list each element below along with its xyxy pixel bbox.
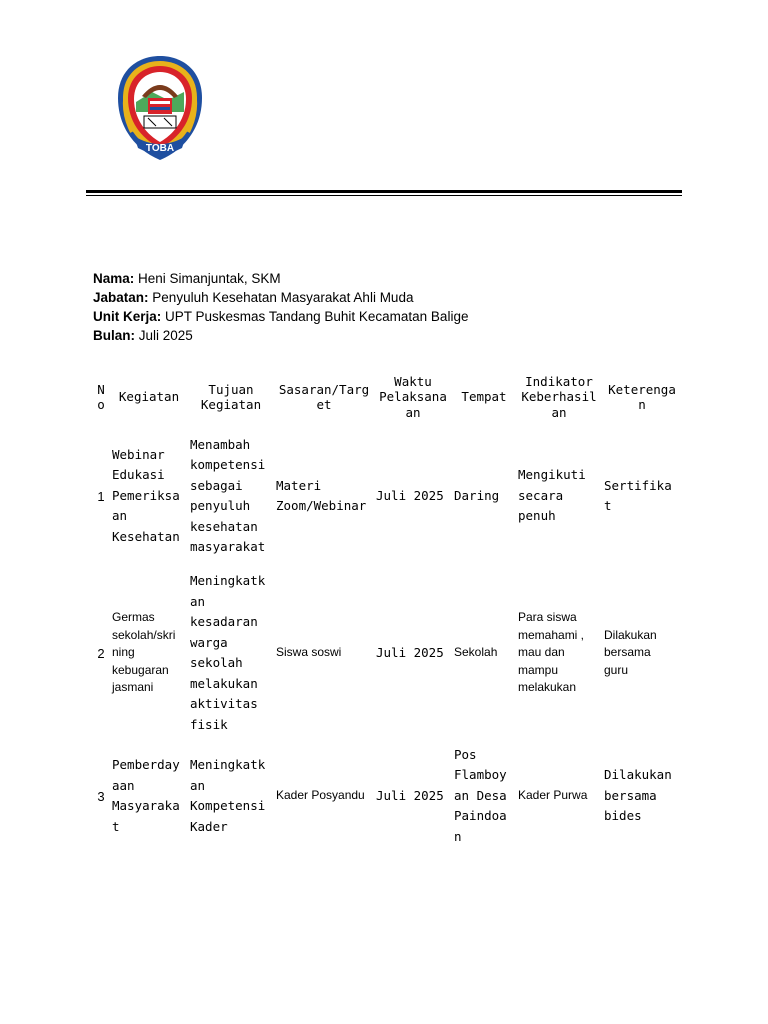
row-sasaran: Kader Posyandu: [276, 788, 365, 803]
header-rule-thick: [86, 190, 682, 193]
header-kegiatan: Kegiatan: [118, 389, 180, 405]
toba-logo: [112, 52, 208, 164]
svg-text:TOBA: TOBA: [145, 143, 175, 154]
header-keterangan: Keterenga n: [608, 381, 676, 412]
header-rule-thin: [86, 195, 682, 196]
row-indikator: Kader Purwa: [518, 788, 588, 803]
row-no: 2: [97, 645, 105, 661]
row-tempat: Pos Flamboy an Desa Paindoa n: [454, 746, 507, 844]
table-row: [92, 742, 682, 850]
row-no: 3: [97, 788, 105, 804]
employee-info: [93, 269, 468, 345]
toba-emblem-icon: [112, 52, 208, 164]
row-kegiatan: Germas sekolah/skri ning kebugaran jasmani: [112, 610, 176, 695]
row-indikator: Para siswa memahami , mau dan mampu melakukan: [518, 610, 585, 695]
row-waktu: Juli 2025: [376, 487, 444, 503]
info-work-unit: Unit Kerja: UPT Puskesmas Tandang Buhit Kecamatan Balige: [93, 309, 469, 324]
header-no: N o: [97, 381, 105, 412]
row-indikator: Mengikuti secara penuh: [518, 467, 586, 524]
row-tempat: Sekolah: [454, 645, 498, 660]
row-kegiatan: Webinar Edukasi Pemeriksa an Kesehatan: [112, 446, 180, 544]
row-keterangan: Sertifika t: [604, 477, 672, 513]
row-tujuan: Meningkatk an Kompetensi Kader: [190, 757, 266, 834]
activity-table: [92, 366, 682, 850]
row-waktu: Juli 2025: [376, 787, 444, 803]
table-header-row: [92, 366, 682, 428]
table-row: [92, 428, 682, 564]
row-tempat: Daring: [454, 487, 500, 503]
info-position: Jabatan: Penyuluh Kesehatan Masyarakat Ahli Muda: [93, 290, 414, 305]
header-sasaran: Sasaran/Targ et: [278, 381, 370, 412]
row-sasaran: Materi Zoom/Webinar: [276, 477, 367, 513]
row-keterangan: Dilakukan bersama bides: [604, 767, 672, 824]
info-name: Nama: Heni Simanjuntak, SKM: [93, 271, 281, 286]
row-waktu: Juli 2025: [376, 644, 444, 660]
header-tujuan: Tujuan Kegiatan: [200, 381, 262, 412]
row-kegiatan: Pemberday aan Masyaraka t: [112, 757, 180, 834]
row-sasaran: Siswa soswi: [276, 645, 342, 660]
row-tujuan: Meningkatk an kesadaran warga sekolah melakukan aktivitas fisik: [190, 573, 266, 732]
header-waktu: Waktu Pelaksana an: [379, 373, 447, 420]
row-tujuan: Menambah kompetensi sebagai penyuluh kesehatan masyarakat: [190, 436, 266, 554]
info-month: Bulan: Juli 2025: [93, 328, 193, 343]
header-indikator: Indikator Keberhasil an: [521, 373, 597, 420]
table-row: [92, 564, 682, 742]
row-keterangan: Dilakukan bersama guru: [604, 627, 657, 677]
row-no: 1: [97, 488, 105, 504]
header-tempat: Tempat: [461, 389, 507, 405]
